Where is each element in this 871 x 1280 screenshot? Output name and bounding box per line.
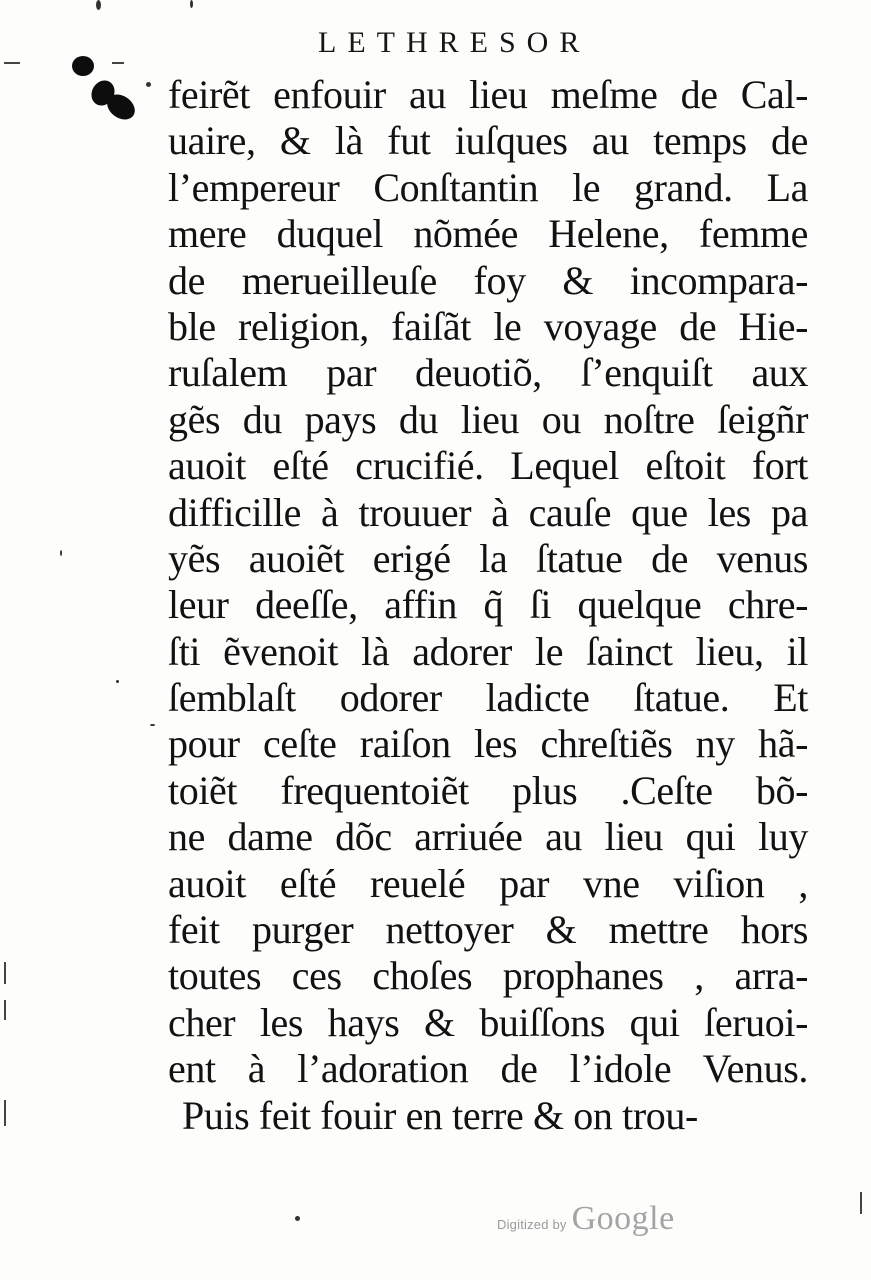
text-line: cher les hays & buiſſons qui ſeruoi- xyxy=(168,999,808,1045)
text-line: uaire, & là fut iuſques au temps de xyxy=(168,118,808,164)
digitized-watermark xyxy=(497,1200,675,1238)
ink-speck xyxy=(146,82,151,87)
text-line: ſti ẽvenoit là adorer le ſainct lieu, il xyxy=(168,628,808,674)
main-text xyxy=(168,72,808,1139)
text-line: feirẽt enfouir au lieu meſme de Cal- xyxy=(168,72,808,117)
ink-speck xyxy=(150,724,155,726)
text-line: leur deeſſe, affin q̃ ſi quelque chre- xyxy=(168,582,808,628)
text-line: ne dame dõc arriuée au lieu qui luy xyxy=(168,814,808,860)
ink-speck xyxy=(116,680,119,683)
text-line: ſemblaſt odorer ladicte ſtatue. Et xyxy=(168,675,808,721)
margin-mark xyxy=(4,1000,6,1020)
margin-mark xyxy=(4,1100,6,1126)
text-line: difficille à trouuer à cauſe que les pa xyxy=(168,489,808,535)
margin-mark xyxy=(4,62,20,64)
text-line: ble religion, faiſãt le voyage de Hie- xyxy=(168,303,808,349)
text-line: ruſalem par deuotiõ, ſ’enquiſt aux xyxy=(168,350,808,396)
text-line: yẽs auoiẽt erigé la ſtatue de venus xyxy=(168,535,808,581)
text-line: mere duquel nõmée Helene, femme xyxy=(168,211,808,257)
text-line: toutes ces choſes prophanes , arra- xyxy=(168,953,808,999)
text-line: ent à l’adoration de l’idole Venus. xyxy=(168,1046,808,1092)
ink-speck xyxy=(295,1216,300,1221)
text-line: pour ceſte raiſon les chreſtiẽs ny hã- xyxy=(168,721,808,767)
running-head: LETHRESOR xyxy=(318,26,591,59)
ink-speck xyxy=(96,0,101,10)
ink-speck xyxy=(60,550,62,556)
ink-blot xyxy=(72,56,94,76)
watermark-prefix: Digitized by xyxy=(497,1217,567,1232)
text-line: de merueilleuſe foy & incompara- xyxy=(168,257,808,303)
text-line: feit purger nettoyer & mettre hors xyxy=(168,907,808,953)
text-line: auoit eſté reuelé par vne viſion , xyxy=(168,860,808,906)
google-logo: Google xyxy=(571,1200,675,1237)
text-line: gẽs du pays du lieu ou noſtre ſeigñr xyxy=(168,396,808,442)
text-line: l’empereur Conſtantin le grand. La xyxy=(168,164,808,210)
text-line: auoit eſté crucifié. Lequel eſtoit fort xyxy=(168,443,808,489)
margin-mark xyxy=(4,962,6,984)
margin-mark xyxy=(112,62,124,64)
text-line: Puis feit fouir en terre & on trou- xyxy=(182,1092,698,1138)
margin-mark xyxy=(860,1192,862,1214)
text-line: toiẽt frequentoiẽt plus .Ceſte bõ- xyxy=(168,767,808,813)
ink-speck xyxy=(190,0,193,8)
